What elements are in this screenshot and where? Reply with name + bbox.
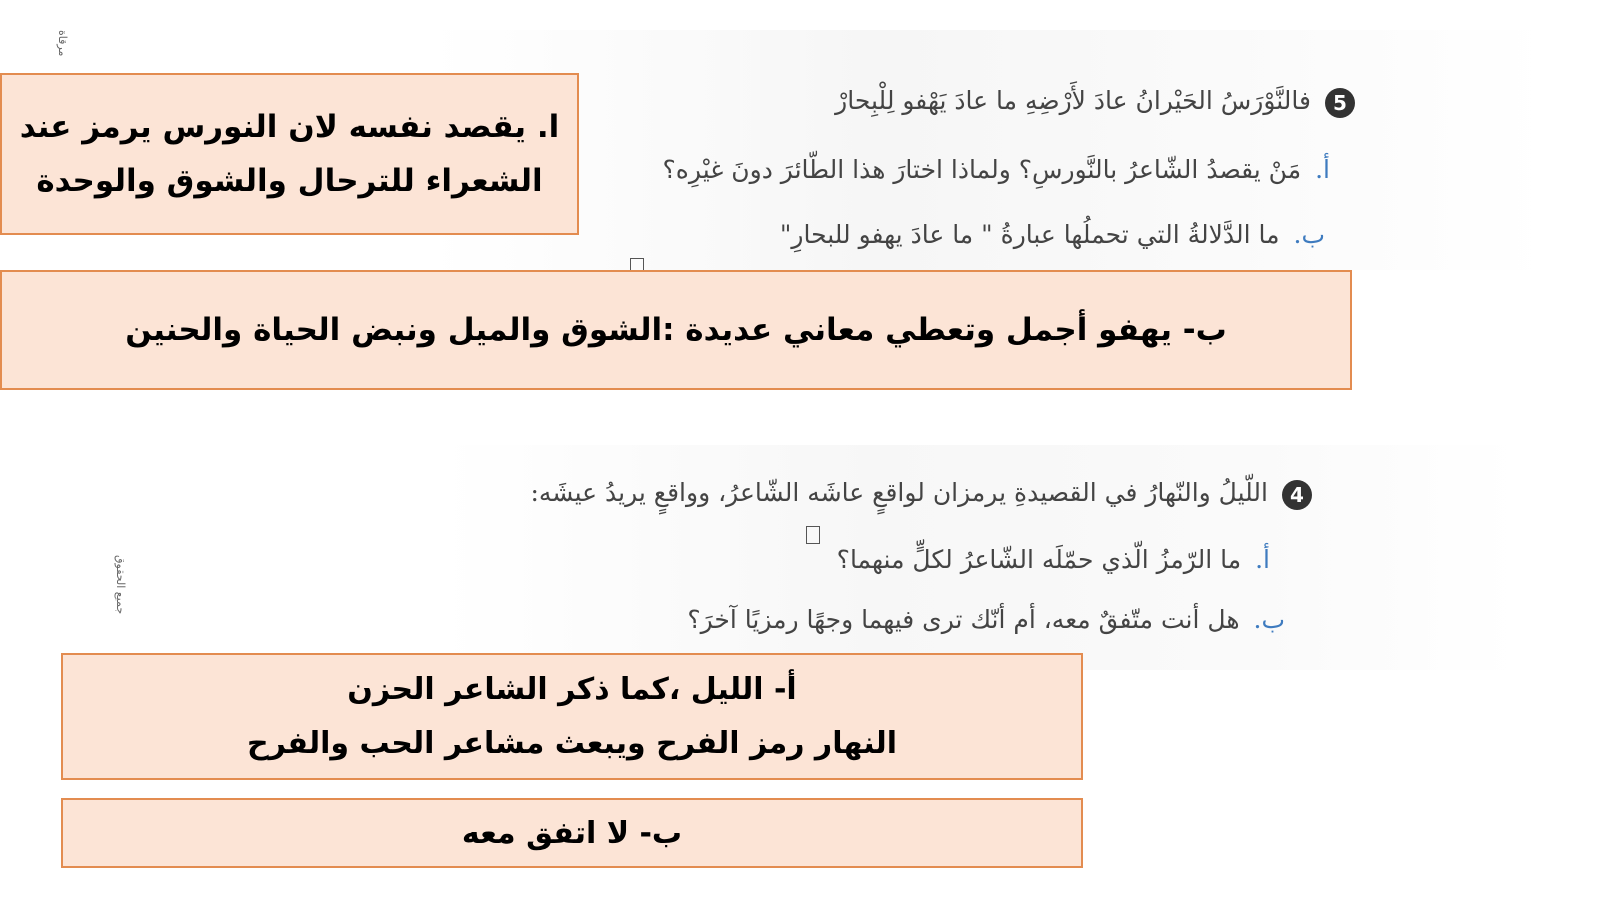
question-4b-letter: ب. (1253, 605, 1285, 634)
question-5a-letter: أ. (1315, 155, 1330, 184)
answer-5b-text: ب- يهفو أجمل وتعطي معاني عديدة :الشوق والميل ونبض الحياة والحنين (125, 312, 1227, 348)
question-4a-letter: أ. (1255, 545, 1270, 574)
side-label-top: مرقاة (56, 30, 69, 57)
question-5b (780, 220, 1325, 249)
question-5a-text: مَنْ يقصدُ الشّاعرُ بالنَّورسِ؟ ولماذا اختارَ هذا الطّائرَ دونَ غيْرِه؟ (662, 155, 1302, 184)
question-4b-text: هل أنت متّفقٌ معه، أم أنّك ترى فيهما وجهًا رمزيًا آخرَ؟ (687, 605, 1240, 634)
question-5-verse-text: فالنَّوْرَسُ الحَيْرانُ عادَ لأَرْضِهِ ما عادَ يَهْفو لِلْبِحارْ (835, 86, 1311, 115)
answer-5a-line-2: الشعراء للترحال والشوق والوحدة (36, 163, 543, 199)
question-5b-letter: ب. (1293, 220, 1325, 249)
question-4-number: 4 (1282, 480, 1312, 510)
answer-5b-box (0, 270, 1352, 390)
answer-5a-box (0, 73, 579, 235)
question-5a (663, 155, 1330, 184)
question-4a (837, 545, 1270, 574)
question-4-stem (530, 478, 1312, 510)
answer-4a-line-1: أ- الليل ،كما ذكر الشاعر الحزن (347, 671, 797, 707)
question-4b (687, 605, 1285, 634)
question-5-verse (835, 86, 1355, 118)
side-label-bottom: جميع الحقوق (114, 555, 127, 615)
question-4a-text: ما الرّمزُ الّذي حمّلَه الشّاعرُ لكلٍّ منهما؟ (836, 545, 1242, 574)
text-cursor-icon (806, 526, 820, 544)
question-5b-text: ما الدَّلالةُ التي تحملُها عبارةُ " ما عادَ يهفو للبحارِ" (779, 220, 1280, 249)
question-5-number: 5 (1325, 88, 1355, 118)
answer-4b-box (61, 798, 1083, 868)
question-4-stem-text: اللّيلُ والنّهارُ في القصيدةِ يرمزان لواقعٍ عاشَه الشّاعرُ، وواقعٍ يريدُ عيشَه: (530, 478, 1268, 507)
answer-4a-line-2: النهار رمز الفرح ويبعث مشاعر الحب والفرح (246, 725, 898, 761)
answer-5a-line-1: ا. يقصد نفسه لان النورس يرمز عند (19, 109, 560, 145)
answer-4a-box (61, 653, 1083, 780)
answer-4b-text: ب- لا اتفق معه (461, 815, 683, 851)
